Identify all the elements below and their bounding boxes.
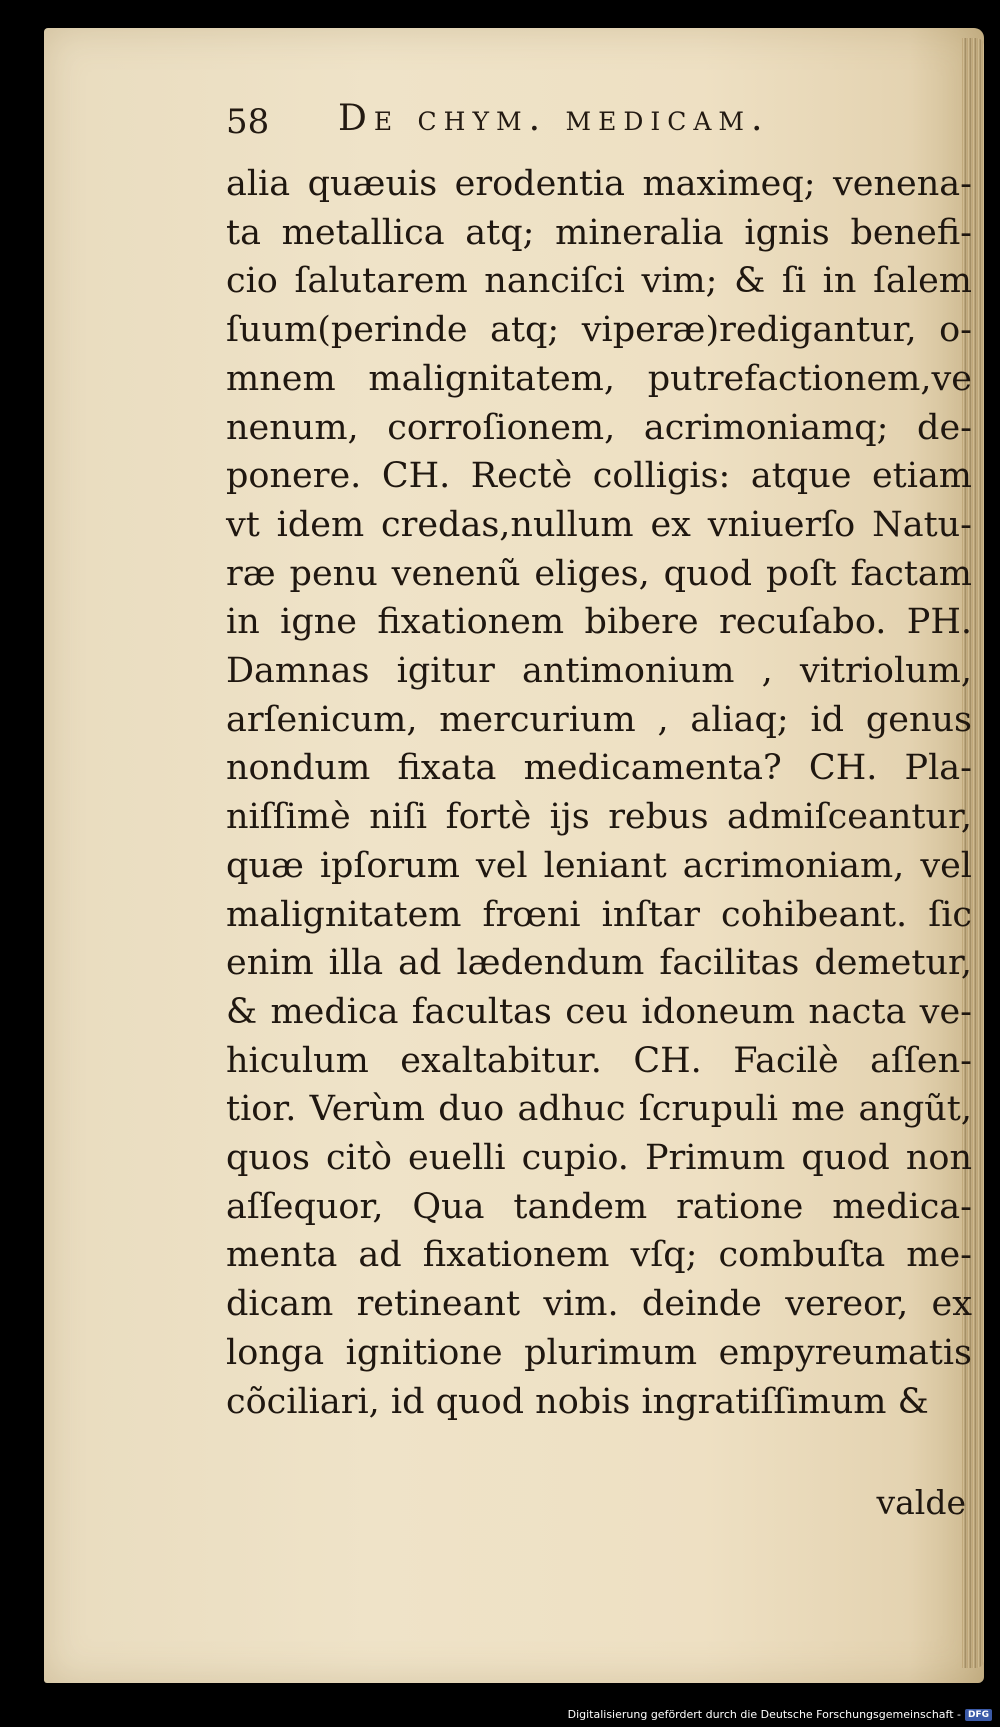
credit-text: Digitalisierung gefördert durch die Deutsche Forschungsgemeinschaft -: [567, 1708, 961, 1721]
text-line: in igne fixationem bibere recuſabo. PH.: [226, 602, 972, 643]
text-line: menta ad fixationem vſq; combuſta me-: [226, 1235, 972, 1276]
text-line: cõciliari, id quod nobis ingratiſſimum &: [226, 1381, 929, 1422]
text-line: ræ penu venenũ eliges, quod poſt factam: [226, 553, 972, 594]
text-line: quæ ipſorum vel leniant acrimoniam, vel: [226, 845, 972, 886]
page-header: [226, 98, 926, 158]
text-line: aſſequor, Qua tandem ratione medica-: [226, 1186, 972, 1227]
text-line: Damnas igitur antimonium , vitriolum,: [226, 651, 972, 692]
text-line: tior. Verùm duo adhuc ſcrupuli me angũt,: [226, 1089, 972, 1130]
catchword: valde: [876, 1483, 966, 1522]
text-line: ponere. CH. Rectè colligis: atque etiam: [226, 456, 972, 497]
text-line: ſuum(perinde atq; viperæ)redigantur, o-: [226, 310, 972, 351]
text-line: quos citò euelli cupio. Primum quod non: [226, 1138, 972, 1179]
text-line: nondum fixata medicamenta? CH. Pla-: [226, 748, 972, 789]
text-line: hiculum exaltabitur. CH. Facilè aſſen-: [226, 1040, 972, 1081]
text-line: niſſimè niſi fortè ijs rebus admiſceantur,: [226, 797, 972, 838]
text-line: malignitatem frœni inſtar cohibeant. ſic: [226, 894, 972, 935]
body-text: [226, 160, 972, 1426]
text-line: cio ſalutarem nanciſci vim; & ſi in ſalem: [226, 261, 972, 302]
text-line: dicam retineant vim. deinde vereor, ex: [226, 1284, 972, 1325]
digitization-credit: [568, 1708, 992, 1721]
text-line: & medica facultas ceu idoneum nacta ve-: [226, 991, 972, 1032]
text-line: arſenicum, mercurium , aliaq; id genus: [226, 699, 972, 740]
text-line: vt idem credas,nullum ex vniuerſo Natu-: [226, 504, 972, 545]
running-head: De chym. medicam.: [338, 98, 770, 139]
text-line: mnem malignitatem, putrefactionem,ve: [226, 358, 972, 399]
text-line: longa ignitione plurimum empyreumatis: [226, 1332, 972, 1373]
text-line: ta metallica atq; mineralia ignis benefi-: [226, 212, 972, 253]
text-line: nenum, corroſionem, acrimoniamq; de-: [226, 407, 972, 448]
page-number: 58: [226, 102, 270, 142]
text-line: enim illa ad lædendum facilitas demetur,: [226, 943, 972, 984]
text-line: alia quæuis erodentia maximeq; venena-: [226, 164, 972, 204]
dfg-logo: DFG: [965, 1709, 992, 1721]
